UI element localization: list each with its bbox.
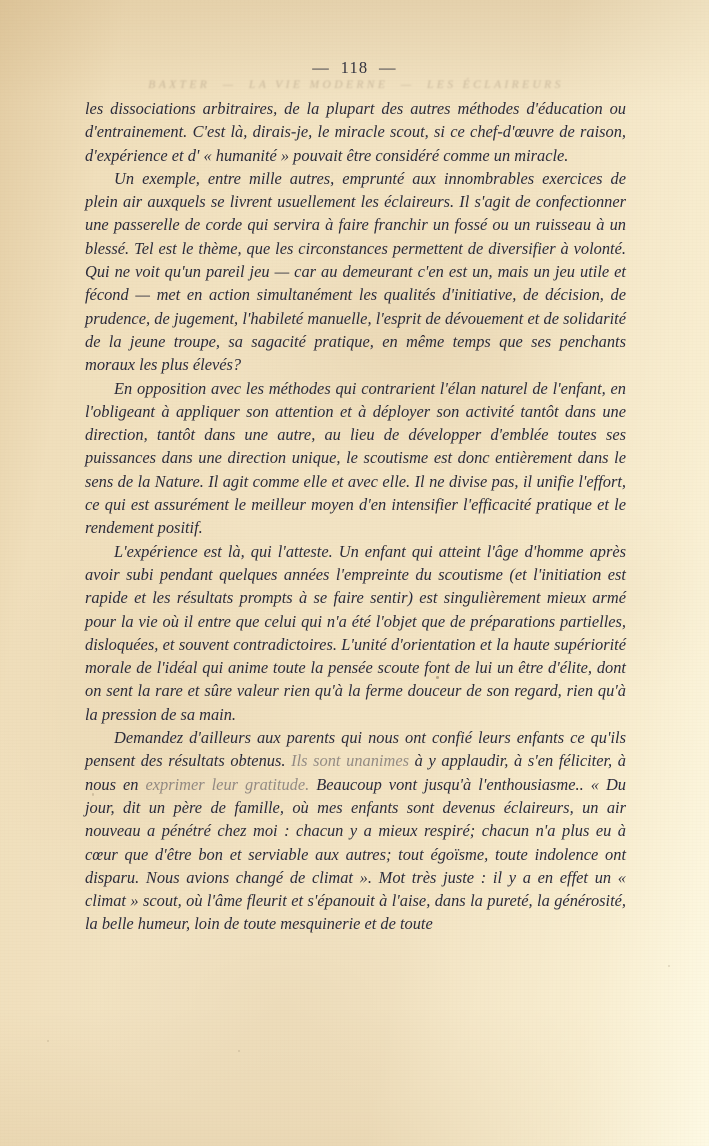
paragraph-en-opposition: En opposition avec les méthodes qui contrarient l'élan naturel de l'enfant, en l'obligeant à appliquer son attention et à déployer son activité tantôt dans une direction, tantôt dans une autre, au lieu de développer d'emblée toutes ses puissances dans une direction unique, le scoutisme est donc entièrement dans le sens de la Nature. Il agit comme elle et avec elle. Il ne divise pas, il unifie l'effort, ce qui est assurément le meilleur moyen d'en intensifier l'efficacité pratique et le rendement positif. [85, 378, 626, 538]
ink-speck [668, 965, 670, 967]
paragraph-un-exemple: Un exemple, entre mille autres, emprunté aux innombrables exercices de plein air auxquels se livrent usuellement les éclaireurs. Il s'agit de confectionner une passerelle de corde qui servira à faire franchir un fossé ou un ruisseau à un blessé. Tel est le thème, que les circonstances permettent de diversifier à volonté. Qui ne voit qu'un pareil jeu — car au demeurant c'en est un, mais un jeu utile et fécond — met en action simultanément les qualités d'initiative, de décision, de prudence, de jugement, l'habileté manuelle, l'esprit de dévouement et de solidarité de la jeune troupe, sa sagacité pratique, en même temps que ses penchants moraux les plus élevés? [85, 168, 626, 375]
reverse-side-showthrough-ghost: BAXTER — LA VIE MODERNE — LES ÉCLAIREURS [148, 79, 564, 91]
paragraph-demandez: Demandez d'ailleurs aux parents qui nous ont confié leurs enfants ce qu'ils pensent des résultats obtenus. Ils sont unanimes à y applaudir, à s'en féliciter, à nous en exprimer leur gratitude. Beaucoup vont jusqu'à l'enthousiasme.. « Du jour, dit un père de famille, où mes enfants sont devenus éclaireurs, un air nouveau a pénétré chez moi : chacun y a mieux respiré; chacun n'a plus eu à cœur que d'être bon et serviable aux autres; tout égoïsme, toute indolence ont disparu. Nous avions changé de climat ». Mot très juste : il y a en effet un « climat » scout, où l'âme fleurit et s'épanouit à l'aise, dans la pureté, la générosité, la belle humeur, loin de toute mesquinerie et de toute [85, 728, 626, 934]
paragraph-lexperience: L'expérience est là, qui l'atteste. Un enfant qui atteint l'âge d'homme après avoir subi pendant quelques années l'empreinte du scoutisme (et l'initiation est rapide et les résultats prompts à se faire sentir) est singulièrement mieux armé pour la vie où il entre que celui qui n'a été l'objet que de préparations partielles, disloquées, et souvent contradictoires. L'unité d'orientation et la haute supériorité morale de l'idéal qui anime toute la pensée scoute font de lui un être d'élite, dont on sent la rare et sûre valeur rien qu'à la ferme douceur de son regard, rien qu'à la pression de sa main. [85, 541, 626, 724]
paragraph-continued-from-previous-page: les dissociations arbitraires, de la plupart des autres méthodes d'éducation ou d'entrainement. C'est là, dirais-je, le miracle scout, si ce chef-d'œuvre de raison, d'expérience et d' « humanité » pouvait être considéré comme un miracle. [85, 99, 626, 165]
ink-speck [238, 1050, 240, 1052]
body-text-block [85, 97, 626, 936]
ink-speck [47, 1040, 49, 1042]
page-number-folio: — 118 — [312, 58, 397, 77]
